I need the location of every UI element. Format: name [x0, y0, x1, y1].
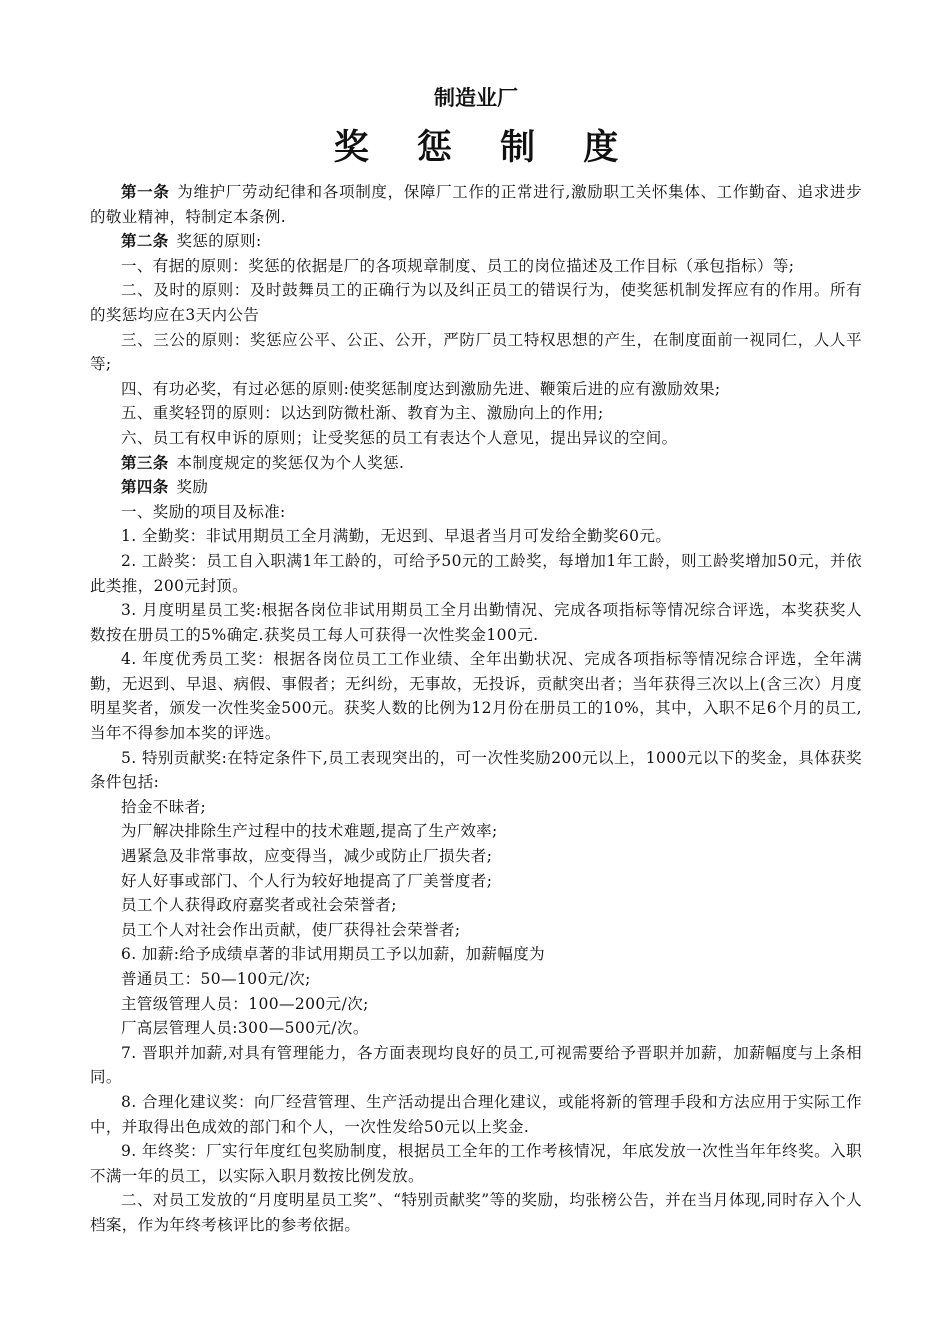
paragraph-text: 厂高层管理人员:300—500元/次。	[121, 1019, 369, 1038]
body-paragraph	[90, 1188, 862, 1237]
paragraph-text: 奖励	[176, 478, 209, 497]
body-paragraph	[90, 500, 862, 525]
document-title: 奖 惩 制 度	[333, 128, 637, 168]
body-paragraph	[90, 918, 862, 943]
paragraph-text: 3. 月度明星员工奖:根据各岗位非试用期员工全月出勤情况、完成各项指标等情况综合评选，本奖获奖人数按在册员工的5%确定.获奖员工每人可获得一次性奖金100元.	[90, 601, 862, 644]
body-paragraph	[90, 647, 862, 745]
body-paragraph	[90, 1139, 862, 1188]
body-paragraph	[90, 795, 862, 820]
body-paragraph	[90, 278, 862, 327]
paragraph-text: 9. 年终奖：厂实行年度红包奖励制度，根据员工全年的工作考核情况，年底发放一次性当年年终奖。入职不满一年的员工，以实际入职月数按比例发放。	[90, 1142, 862, 1185]
paragraph-text: 遇紧急及非常事故，应变得当，减少或防止厂损失者;	[121, 847, 493, 866]
paragraph-text: 拾金不昧者;	[121, 797, 207, 816]
body-paragraph	[90, 1041, 862, 1090]
paragraph-text: 4. 年度优秀员工奖：根据各岗位员工工作业绩、全年出勤状况、完成各项指标等情况综合评选，全年满勤，无迟到、早退、病假、事假者；无纠纷，无事故，无投诉，贡献突出者；当年获得三次以上(含三次）月度明星奖者，颁发一次性奖金500元。获奖人数的比例为12月份在册员工的10%，其中，入职不足6个月的员工,当年不得参加本奖的评选。	[90, 650, 862, 743]
paragraph-text: 5. 特别贡献奖:在特定条件下,员工表现突出的，可一次性奖励200元以上，1000元以下的奖金，具体获奖条件包括:	[90, 748, 862, 792]
paragraph-text: 二、及时的原则：及时鼓舞员工的正确行为以及纠正员工的错误行为，使奖惩机制发挥应有的作用。所有的奖惩均应在3天内公告	[90, 281, 862, 324]
body-paragraph	[90, 328, 862, 377]
paragraph-text: 好人好事或部门、个人行为较好地提高了厂美誉度者;	[121, 871, 493, 890]
body-paragraph	[90, 401, 862, 426]
body-paragraph	[90, 869, 862, 894]
body-paragraph	[90, 967, 862, 992]
body-paragraph	[90, 254, 862, 279]
paragraph-text: 普通员工：50—100元/次;	[121, 970, 311, 988]
paragraph-text: 8. 合理化建议奖：向厂经营管理、生产活动提出合理化建议，或能将新的管理手段和方法应用于实际工作中，并取得出色成效的部门和个人，一次性发给50元以上奖金.	[90, 1092, 862, 1136]
paragraph-text: 6. 加薪:给予成绩卓著的非试用期员工予以加薪，加薪幅度为	[121, 945, 546, 964]
paragraph-text: 为维护厂劳动纪律和各项制度，保障厂工作的正常进行,激励职工关怀集体、工作勤奋、追求进步的敬业精神，特制定本条例.	[90, 183, 862, 226]
body-paragraph	[90, 893, 862, 918]
paragraph-text: 三、三公的原则：奖惩应公平、公正、公开，严防厂员工特权思想的产生，在制度面前一视同仁，人人平等;	[90, 330, 862, 374]
body-paragraph	[90, 377, 862, 402]
body-paragraph	[90, 524, 862, 549]
body-paragraph	[90, 426, 862, 451]
paragraph-text: 2. 工龄奖：员工自入职满1年工龄的，可给予50元的工龄奖，每增加1年工龄，则工龄奖增加50元，并依此类推，200元封顶。	[90, 551, 862, 595]
paragraph-text: 本制度规定的奖惩仅为个人奖惩.	[176, 453, 405, 472]
article-paragraph	[90, 475, 862, 500]
article-label: 第四条	[121, 478, 169, 497]
paragraph-text: 五、重奖轻罚的原则：以达到防微杜渐、教育为主、激励向上的作用;	[121, 404, 604, 423]
article-paragraph	[90, 180, 862, 229]
paragraph-text: 7. 晋职并加薪,对具有管理能力，各方面表现均良好的员工,可视需要给予晋职并加薪，加薪幅度与上条相同。	[90, 1043, 862, 1087]
paragraph-text: 员工个人对社会作出贡献，使厂获得社会荣誉者;	[121, 920, 461, 939]
body-paragraph	[90, 598, 862, 647]
document-body	[90, 180, 862, 1238]
paragraph-text: 1. 全勤奖：非试用期员工全月满勤，无迟到、早退者当月可发给全勤奖60元。	[121, 527, 672, 546]
organization-name: 制造业厂	[434, 86, 518, 110]
body-paragraph	[90, 844, 862, 869]
article-paragraph	[90, 229, 862, 254]
body-paragraph	[90, 746, 862, 795]
body-paragraph	[90, 942, 862, 967]
paragraph-text: 为厂解决排除生产过程中的技术难题,提高了生产效率;	[121, 822, 498, 841]
paragraph-text: 二、对员工发放的“月度明星员工奖”、“特别贡献奖”等的奖励，均张榜公告，并在当月体现,同时存入个人档案，作为年终考核评比的参考依据。	[90, 1191, 862, 1234]
article-label: 第三条	[121, 453, 169, 472]
paragraph-text: 主管级管理人员：100—200元/次;	[121, 994, 369, 1013]
body-paragraph	[90, 1016, 862, 1041]
paragraph-text: 一、有据的原则：奖惩的依据是厂的各项规章制度、员工的岗位描述及工作目标（承包指标）等;	[121, 256, 795, 275]
paragraph-text: 员工个人获得政府嘉奖者或社会荣誉者;	[121, 896, 397, 915]
paragraph-text: 六、员工有权申诉的原则；让受奖惩的员工有表达个人意见，提出异议的空间。	[121, 428, 678, 447]
body-paragraph	[90, 549, 862, 598]
paragraph-text: 四、有功必奖，有过必惩的原则:使奖惩制度达到激励先进、鞭策后进的应有激励效果;	[121, 379, 721, 398]
article-paragraph	[90, 451, 862, 476]
paragraph-text: 奖惩的原则:	[176, 232, 262, 251]
article-label: 第二条	[121, 232, 169, 251]
body-paragraph	[90, 992, 862, 1017]
body-paragraph	[90, 1090, 862, 1139]
paragraph-text: 一、奖励的项目及标准:	[121, 502, 286, 521]
document-page	[90, 78, 862, 1238]
body-paragraph	[90, 819, 862, 844]
article-label: 第一条	[121, 183, 170, 201]
